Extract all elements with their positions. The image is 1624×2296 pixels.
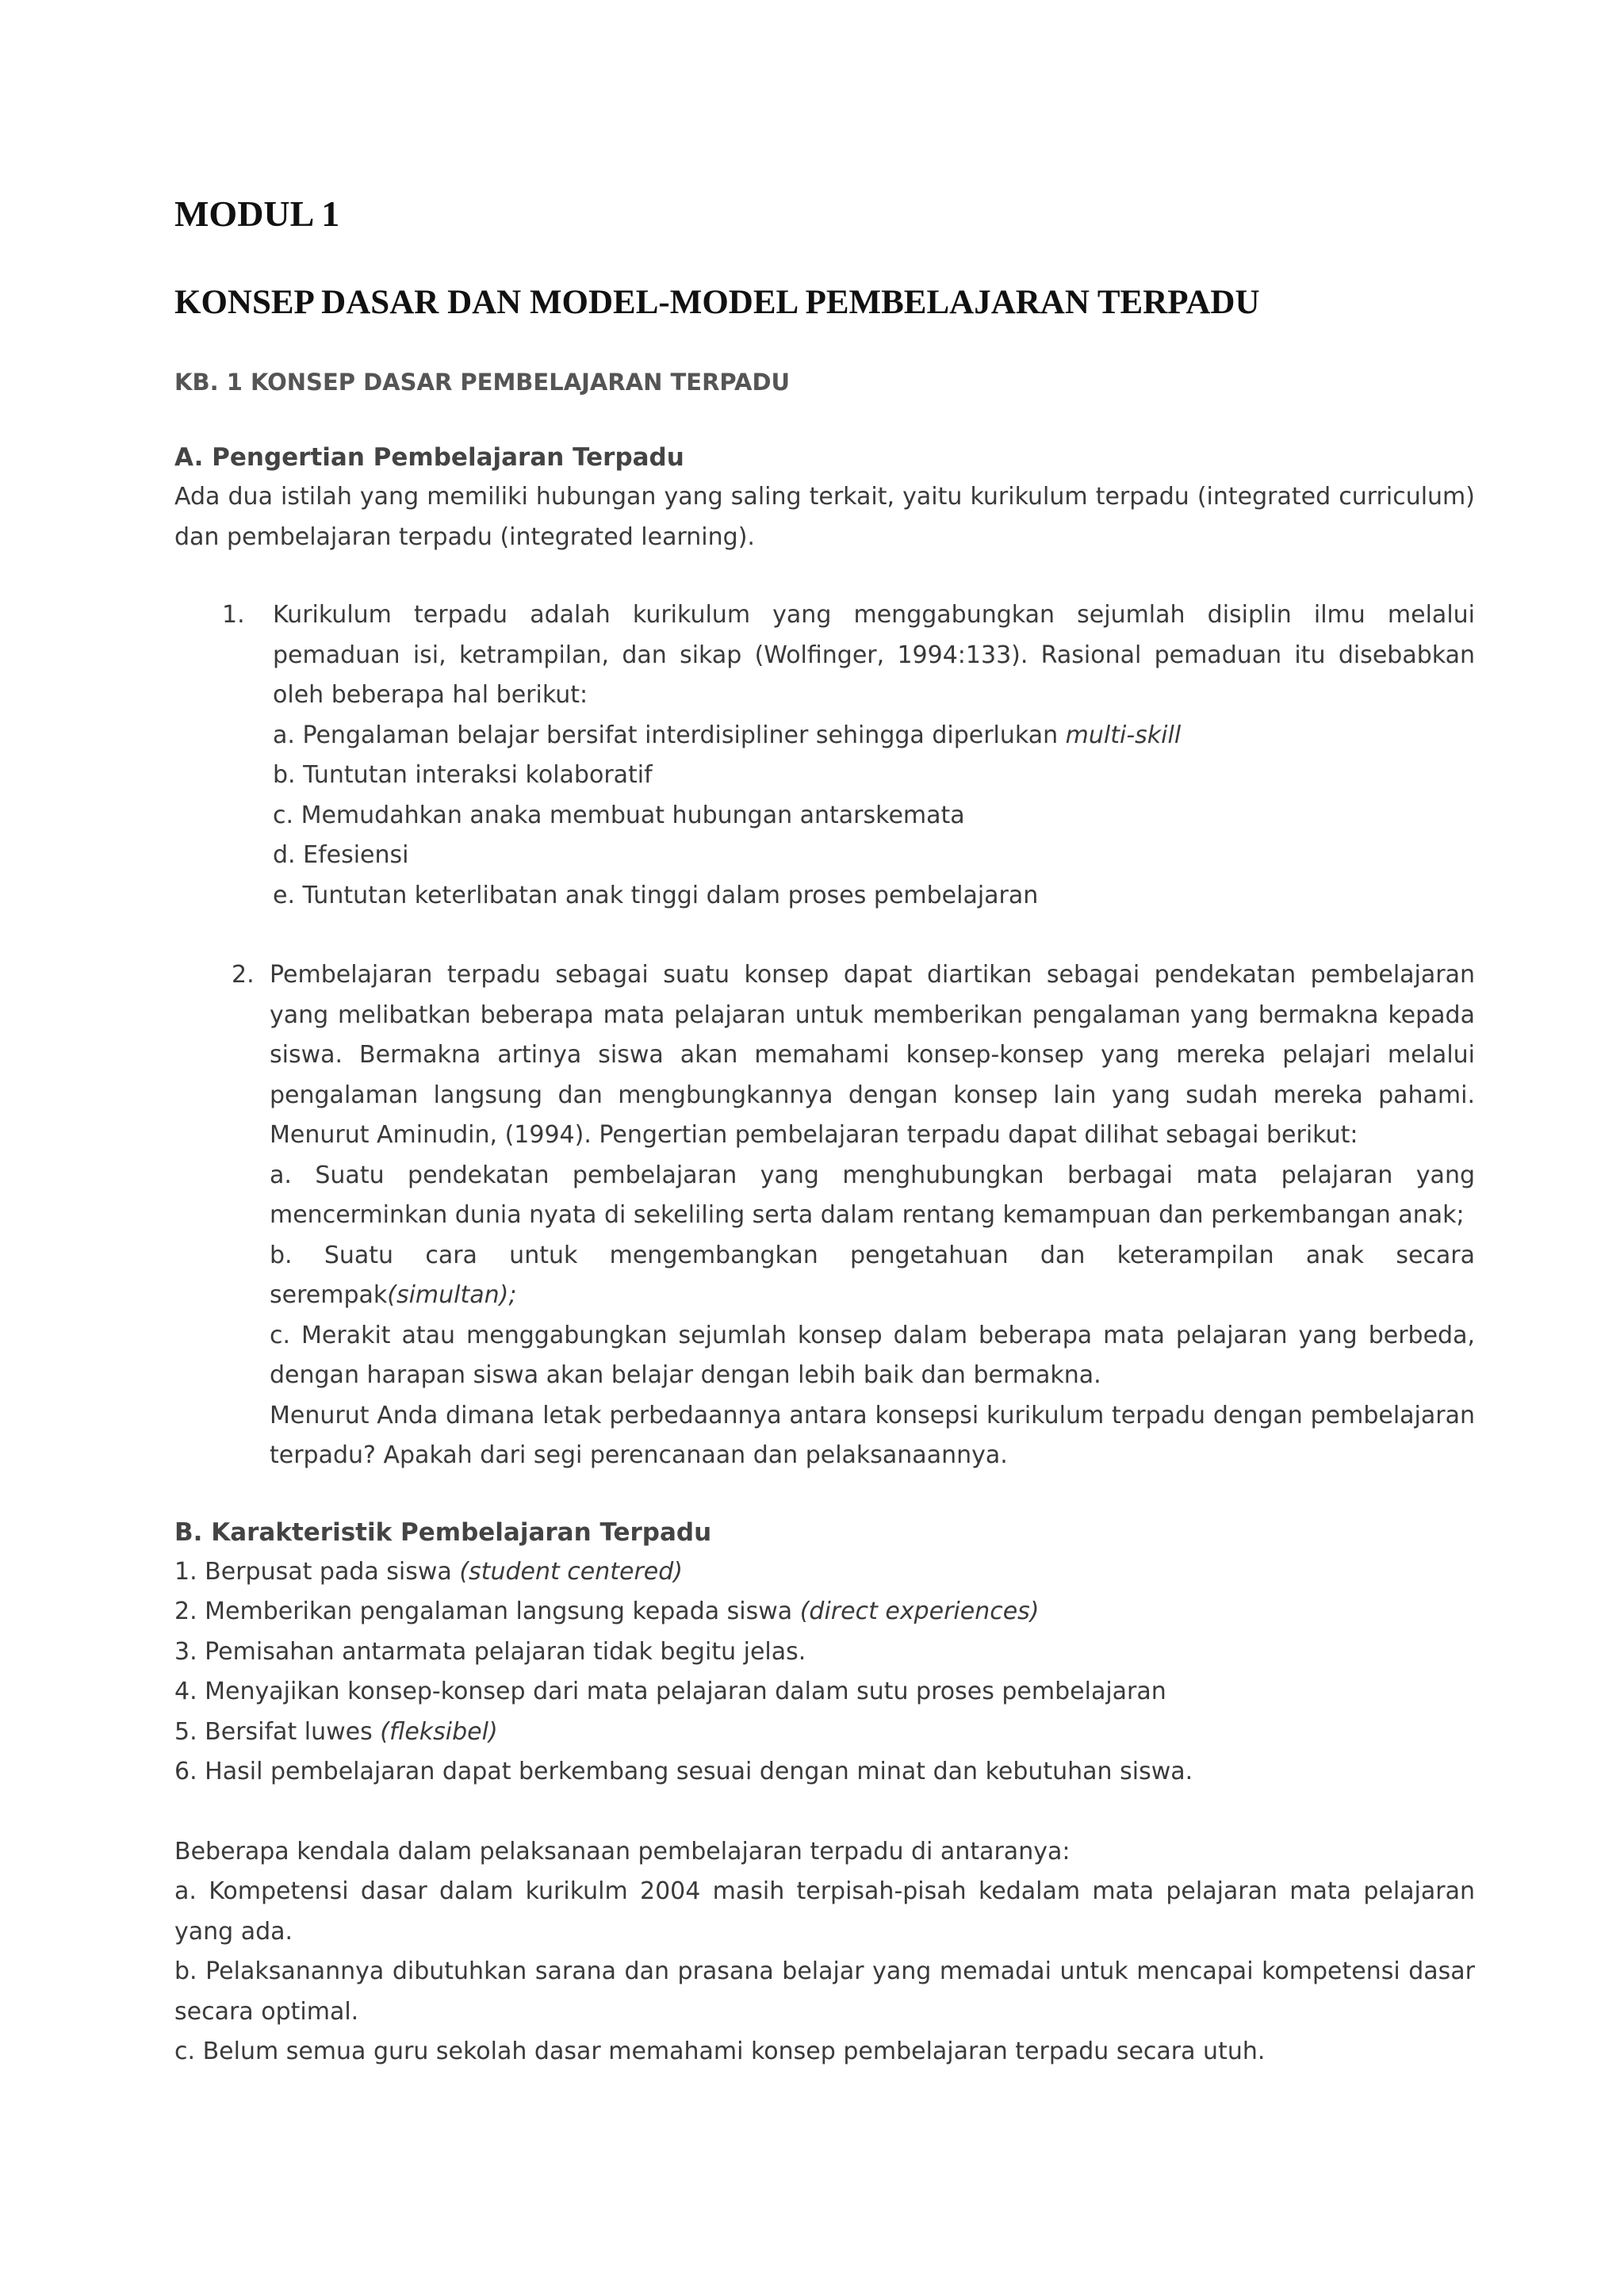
list-item: 5. Bersifat luwes (fleksibel) — [174, 1717, 498, 1746]
list-item-2-sub-c: c. Merakit atau menggabungkan sejumlah konsep dalam beberapa mata pelajaran yang berbeda, dengan harapan siswa akan belajar dengan lebih baik dan bermakna. — [270, 1321, 1475, 1389]
list-item-2-number: 2. — [232, 961, 255, 989]
list-item: 1. Berpusat pada siswa (student centered) — [174, 1557, 683, 1586]
list-item-2-question: Menurut Anda dimana letak perbedaannya antara konsepsi kurikulum terpadu dengan pembelajaran terpadu? Apakah dari segi perencanaan dan pelaksanaannya. — [270, 1401, 1475, 1469]
list-item-1-sub-d: d. Efesiensi — [273, 841, 409, 869]
list-item-1 — [174, 595, 1475, 916]
kendala-item-b: b. Pelaksanannya dibutuhkan sarana dan prasana belajar yang memadai untuk mencapai kompetensi dasar secara optimal. — [174, 1957, 1475, 2026]
section-b-list — [174, 1552, 1475, 1793]
list-item-1-number: 1. — [222, 601, 245, 629]
module-heading: MODUL 1 — [174, 193, 340, 234]
list-item-1-text: Kurikulum terpadu adalah kurikulum yang menggabungkan sejumlah disiplin ilmu melalui pemaduan isi, ketrampilan, dan sikap (Wolfinger, 1994:133). Rasional pemaduan itu disebabkan oleh beberapa hal berikut: — [273, 601, 1475, 709]
document-title: KONSEP DASAR DAN MODEL-MODEL PEMBELAJARAN TERPADU — [174, 284, 1260, 321]
list-item-1-sub-a: a. Pengalaman belajar bersifat interdisipliner sehingga diperlukan multi-skill — [273, 721, 1182, 749]
list-item-1-sub-c: c. Memudahkan anaka membuat hubungan antarskemata — [273, 801, 965, 829]
kb-heading: KB. 1 KONSEP DASAR PEMBELAJARAN TERPADU — [174, 369, 791, 396]
section-a-intro: Ada dua istilah yang memiliki hubungan yang saling terkait, yaitu kurikulum terpadu (integrated curriculum) dan pembelajaran terpadu (integrated learning). — [174, 483, 1475, 551]
document-content — [174, 190, 1475, 2072]
list-item: 2. Memberikan pengalaman langsung kepada siswa (direct experiences) — [174, 1598, 1040, 1625]
list-item-2-sub-a: a. Suatu pendekatan pembelajaran yang menghubungkan berbagai mata pelajaran yang mencerminkan dunia nyata di sekeliling serta dalam rentang kemampuan dan perkembangan anak; — [270, 1161, 1475, 1229]
list-item: 6. Hasil pembelajaran dapat berkembang sesuai dengan minat dan kebutuhan siswa. — [174, 1758, 1193, 1785]
section-a-heading: A. Pengertian Pembelajaran Terpadu — [174, 443, 684, 472]
list-item: 4. Menyajikan konsep-konsep dari mata pelajaran dalam sutu proses pembelajaran — [174, 1678, 1166, 1705]
kendala-item-c: c. Belum semua guru sekolah dasar memahami konsep pembelajaran terpadu secara utuh. — [174, 2038, 1266, 2065]
list-item-1-sub-b: b. Tuntutan interaksi kolaboratif — [273, 761, 653, 789]
section-b-heading: B. Karakteristik Pembelajaran Terpadu — [174, 1517, 712, 1547]
kendala-intro: Beberapa kendala dalam pelaksanaan pembelajaran terpadu di antaranya: — [174, 1837, 1071, 1866]
list-item-2 — [174, 955, 1475, 1476]
list-item: 3. Pemisahan antarmata pelajaran tidak begitu jelas. — [174, 1637, 806, 1666]
list-item-2-sub-b: b. Suatu cara untuk mengembangkan pengetahuan dan keterampilan anak secara serempak(simultan); — [270, 1241, 1475, 1309]
list-item-2-text: Pembelajaran terpadu sebagai suatu konsep dapat diartikan sebagai pendekatan pembelajaran yang melibatkan beberapa mata pelajaran untuk memberikan pengalaman yang bermakna kepada siswa. Bermakna artinya siswa akan memahami konsep-konsep yang mereka pelajari melalui pengalaman langsung dan mengbungkannya dengan konsep lain yang sudah mereka pahami. Menurut Aminudin, (1994). Pengertian pembelajaran terpadu dapat dilihat sebagai berikut: — [270, 961, 1475, 1149]
kendala-item-a: a. Kompetensi dasar dalam kurikulm 2004 masih terpisah-pisah kedalam mata pelajaran mata pelajaran yang ada. — [174, 1877, 1475, 1946]
list-item-1-sub-e: e. Tuntutan keterlibatan anak tinggi dalam proses pembelajaran — [273, 881, 1039, 909]
